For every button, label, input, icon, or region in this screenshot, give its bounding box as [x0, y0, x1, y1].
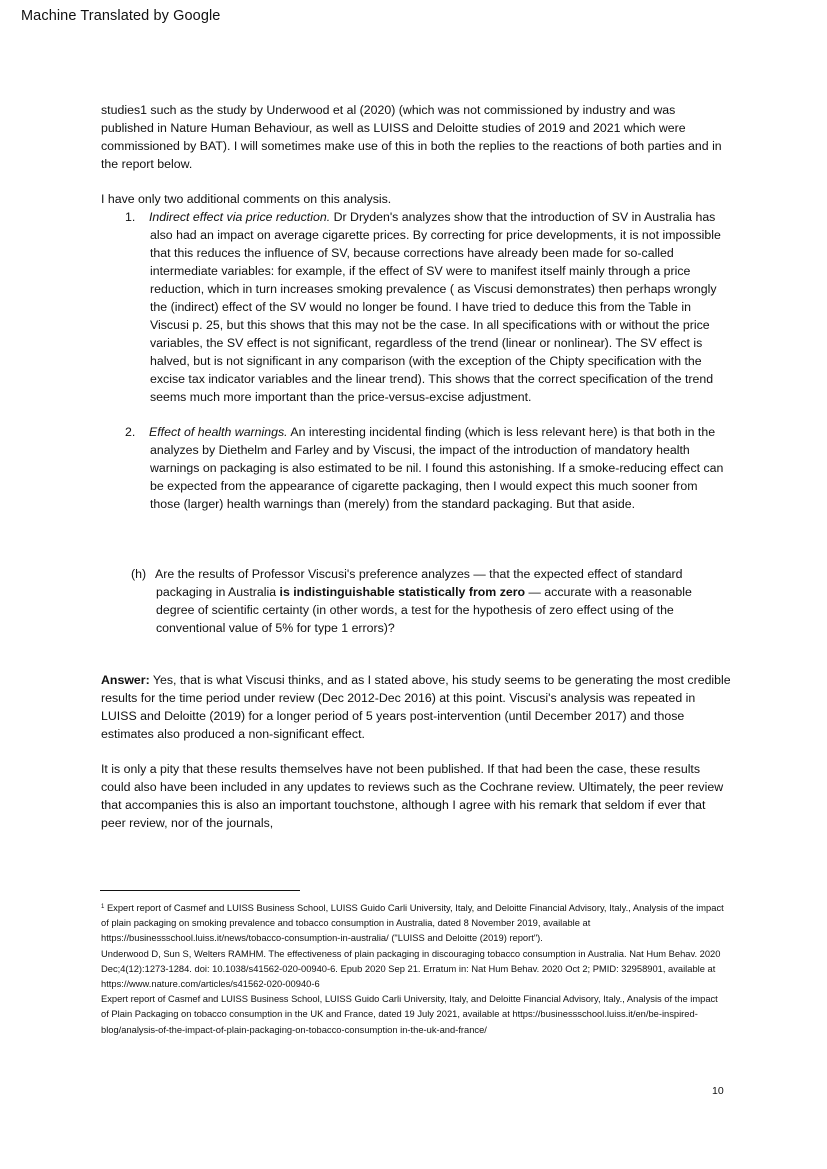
- footnote-entry: [101, 901, 727, 947]
- body-paragraph-intro: studies1 such as the study by Underwood et al (2020) (which was not commissioned by industry and was published in Nature Human Behaviour, as well as LUISS and Deloitte studies of 2019 and 2021 which were commissioned by BAT). I will sometimes make use of this in both the replies to the reactions of both parties and in the report below.: [101, 103, 722, 171]
- list-item: [125, 423, 731, 513]
- list-item-text: An interesting incidental finding (which is less relevant here) is that both in the analyzes by Diethelm and Farley and by Viscusi, the impact of the introduction of mandatory health warnings on packaging is also estimated to be nil. I found this astonishing. If a smoke-reducing effect can be expected from the appearance of cigarette packaging, then I would expect this much sooner from those (larger) health warnings than (merely) from the standard packaging. But that aside.: [150, 425, 724, 511]
- answer-text: Yes, that is what Viscusi thinks, and as I stated above, his study seems to be generating the most credible results for the time period under review (Dec 2012-Dec 2016) at this point. Viscusi's analysis was repeated in LUISS and Deloitte (2019) for a longer period of 5 years post-intervention (until December 2017) and those estimates also produced a non-significant effect.: [101, 673, 731, 741]
- footnote-entry: Expert report of Casmef and LUISS Business School, LUISS Guido Carli University, Italy, and Deloitte Financial Advisory, Italy., Analysis of the impact of Plain Packaging on tobacco consumption in the UK and France, dated 19 July 2021, available at https://businessschool.luiss.it/en/be-inspired-blog/analysis-of-the-impact-of-plain-packaging-on-tobacco-consumption in-the-uk-and-france/: [101, 994, 718, 1035]
- list-item-heading: Indirect effect via price reduction.: [149, 210, 331, 224]
- answer-label: Answer:: [101, 673, 150, 687]
- answer-paragraph: [101, 671, 731, 743]
- list-item: [125, 208, 731, 406]
- machine-translation-banner: Machine Translated by Google: [21, 8, 221, 24]
- list-item-number: 1.: [125, 210, 136, 224]
- footnote-entry: Underwood D, Sun S, Welters RAMHM. The effectiveness of plain packaging in discouraging tobacco consumption in Australia. Nat Hum Behav. 2020 Dec;4(12):1273-1284. doi: 10.1038/s41562-020-00940-6. Epub 2020 Sep 21. Erratum in: Nat Hum Behav. 2020 Oct 2; PMID: 32958901, available at https://www.nature.com/articles/s41562-020-00940-6: [101, 948, 721, 990]
- page-body: [101, 101, 731, 832]
- footnote-marker: 1: [101, 904, 105, 910]
- question-text-after: — accurate with a reasonable degree of scientific certainty (in other words, a test for the hypothesis of zero effect using of the conventional value of 5% for type 1 errors)?: [156, 585, 692, 635]
- footnote-text: Expert report of Casmef and LUISS Business School, LUISS Guido Carli University, Italy, and Deloitte Financial Advisory, Italy., Analysis of the impact of plain packaging on smoking prevalence and tobacco consumption in Australia, dated 8 November 2019, available at https://businessschool.luiss.it/news/tobacco-consumption-in-australia/ ("LUISS and Deloitte (2019) report").: [101, 903, 724, 944]
- footnotes: [101, 901, 727, 1038]
- question-text-bold: is indistinguishable statistically from zero: [279, 585, 526, 599]
- list-item-text: Dr Dryden's analyzes show that the introduction of SV in Australia has also had an impact on average cigarette prices. By correcting for price developments, it is not impossible that this reduces the influence of SV, because corrections have already been made for so-called intermediate variables: for example, if the effect of SV were to manifest itself mainly through a price reduction, which in turn increases smoking prevalence ( as Viscusi demonstrates) then perhaps wrongly the (indirect) effect of the SV would no longer be found. I have tried to deduce this from the Table in Viscusi p. 25, but this shows that this may not be the case. In all specifications with or without the price variables, the SV effect is not significant, regardless of the trend (linear or nonlinear). The SV effect is halved, but is not significant in any comparison (with the exception of the Chipty specification with the excise tax indicator variables and the linear trend). This shows that the correct specification of the trend seems much more important than the price-versus-excise adjustment.: [150, 210, 721, 404]
- body-paragraph-final: It is only a pity that these results themselves have not been published. If that had been the case, these results could also have been included in any updates to reviews such as the Cochrane review. Ultimately, the peer review that accompanies this is also an important touchstone, although I agree with his remark that seldom if ever that peer review, nor of the journals,: [101, 762, 724, 830]
- footnote-divider: [100, 890, 300, 891]
- question-number: (h): [131, 567, 147, 581]
- question-h: [131, 565, 731, 637]
- list-item-heading: Effect of health warnings.: [149, 425, 288, 439]
- list-item-number: 2.: [125, 425, 136, 439]
- body-paragraph-comments-lead: I have only two additional comments on this analysis.: [101, 192, 392, 206]
- page-number: 10: [712, 1085, 724, 1097]
- question-text-before: Are the results of Professor Viscusi's preference analyzes — that the expected effect of standard packaging in Australia: [155, 567, 683, 599]
